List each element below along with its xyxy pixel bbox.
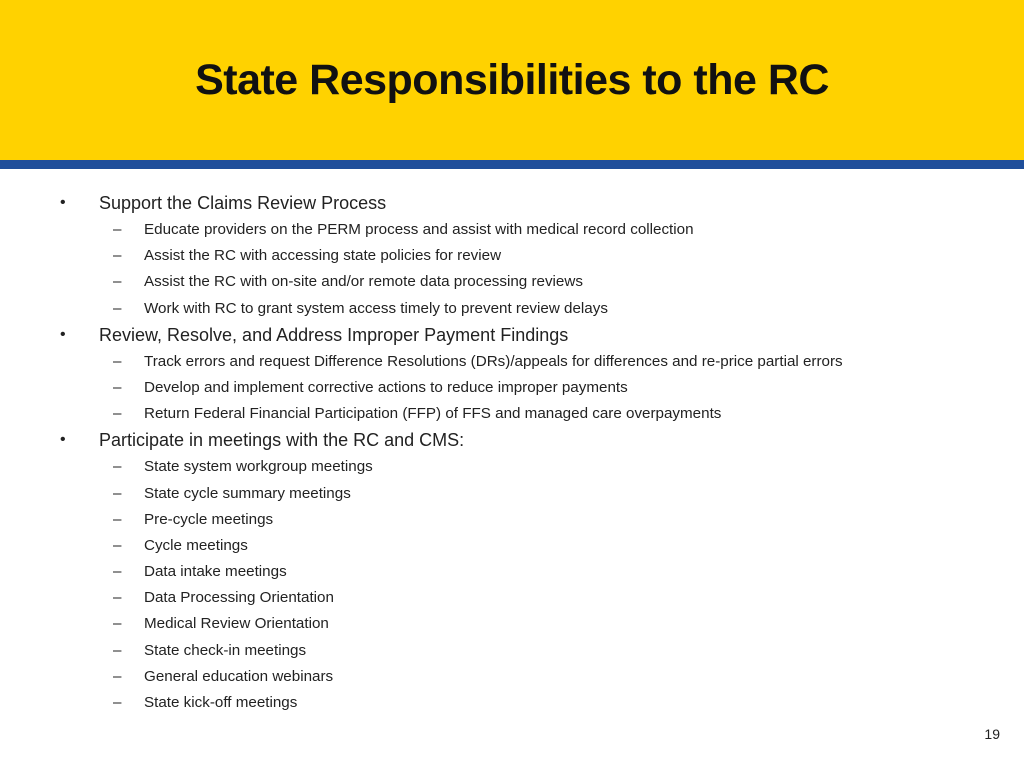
sub-bullet-item [0,375,1024,401]
sub-bullet-item [0,454,1024,480]
sub-bullet-text: Data intake meetings [144,563,287,581]
sub-bullet-item [0,690,1024,716]
sub-bullet-text: State cycle summary meetings [144,484,351,502]
bullet-dot-icon: • [60,194,66,211]
sub-bullet-text: State check-in meetings [144,641,307,659]
bullet-dot-icon: • [60,431,66,449]
sub-bullet-text: Develop and implement corrective actions to reduce improper payments [144,378,628,396]
sub-bullet-text: State system workgroup meetings [144,458,373,476]
sub-bullet-text: Cycle meetings [144,536,248,554]
dash-icon: – [113,667,122,685]
sub-bullet-item [0,611,1024,637]
sub-bullet-item [0,664,1024,690]
sub-bullet-item [0,296,1024,322]
title-banner [0,0,1024,160]
sub-bullet-item [0,401,1024,427]
bullet-section [0,190,1024,322]
dash-icon: – [113,352,122,370]
sub-bullet-item [0,559,1024,585]
header-divider [0,160,1024,169]
dash-icon: – [113,458,122,476]
sub-bullet-item [0,217,1024,243]
sub-bullet-item [0,638,1024,664]
page-number: 19 [984,726,1000,742]
bullet-section [0,427,1024,716]
sub-bullet-item [0,243,1024,269]
sub-bullet-item [0,349,1024,375]
bullet-dot-icon: • [60,325,66,343]
dash-icon: – [113,405,122,423]
dash-icon: – [113,273,122,291]
dash-icon: – [113,536,122,554]
sub-bullet-text: Assist the RC with accessing state policies for review [144,247,502,265]
slide-title: State Responsibilities to the RC [195,56,829,104]
dash-icon: – [113,589,122,607]
bullet-list [0,190,1024,716]
dash-icon: – [113,484,122,502]
sub-bullet-text: Educate providers on the PERM process and assist with medical record collection [144,221,694,238]
sub-bullet-item [0,585,1024,611]
sub-bullet-text: Medical Review Orientation [144,615,329,633]
sub-bullet-text: Track errors and request Difference Resolutions (DRs)/appeals for differences and re-price partial errors [144,352,843,370]
sub-bullet-text: Return Federal Financial Participation (FFP) of FFS and managed care overpayments [144,405,722,423]
bullet-heading: Support the Claims Review Process [99,193,387,213]
sub-bullet-text: Pre-cycle meetings [144,510,274,528]
sub-bullet-item [0,269,1024,295]
sub-bullet-item [0,533,1024,559]
sub-bullet-text: Data Processing Orientation [144,589,334,607]
bullet-item [0,427,1024,453]
bullet-section [0,322,1024,428]
sub-bullet-item [0,507,1024,533]
sub-bullet-text: Work with RC to grant system access timely to prevent review delays [144,299,608,317]
sub-bullet-item [0,481,1024,507]
dash-icon: – [113,247,122,265]
dash-icon: – [113,221,122,238]
bullet-heading: Participate in meetings with the RC and CMS: [99,430,465,451]
dash-icon: – [113,615,122,633]
sub-bullet-text: Assist the RC with on-site and/or remote data processing reviews [144,273,583,291]
dash-icon: – [113,563,122,581]
dash-icon: – [113,694,122,711]
sub-bullet-text: General education webinars [144,667,334,685]
dash-icon: – [113,641,122,659]
sub-bullet-text: State kick-off meetings [144,694,298,711]
bullet-heading: Review, Resolve, and Address Improper Payment Findings [99,324,569,345]
bullet-item [0,322,1024,348]
dash-icon: – [113,299,122,317]
dash-icon: – [113,378,122,396]
dash-icon: – [113,510,122,528]
bullet-item [0,190,1024,216]
